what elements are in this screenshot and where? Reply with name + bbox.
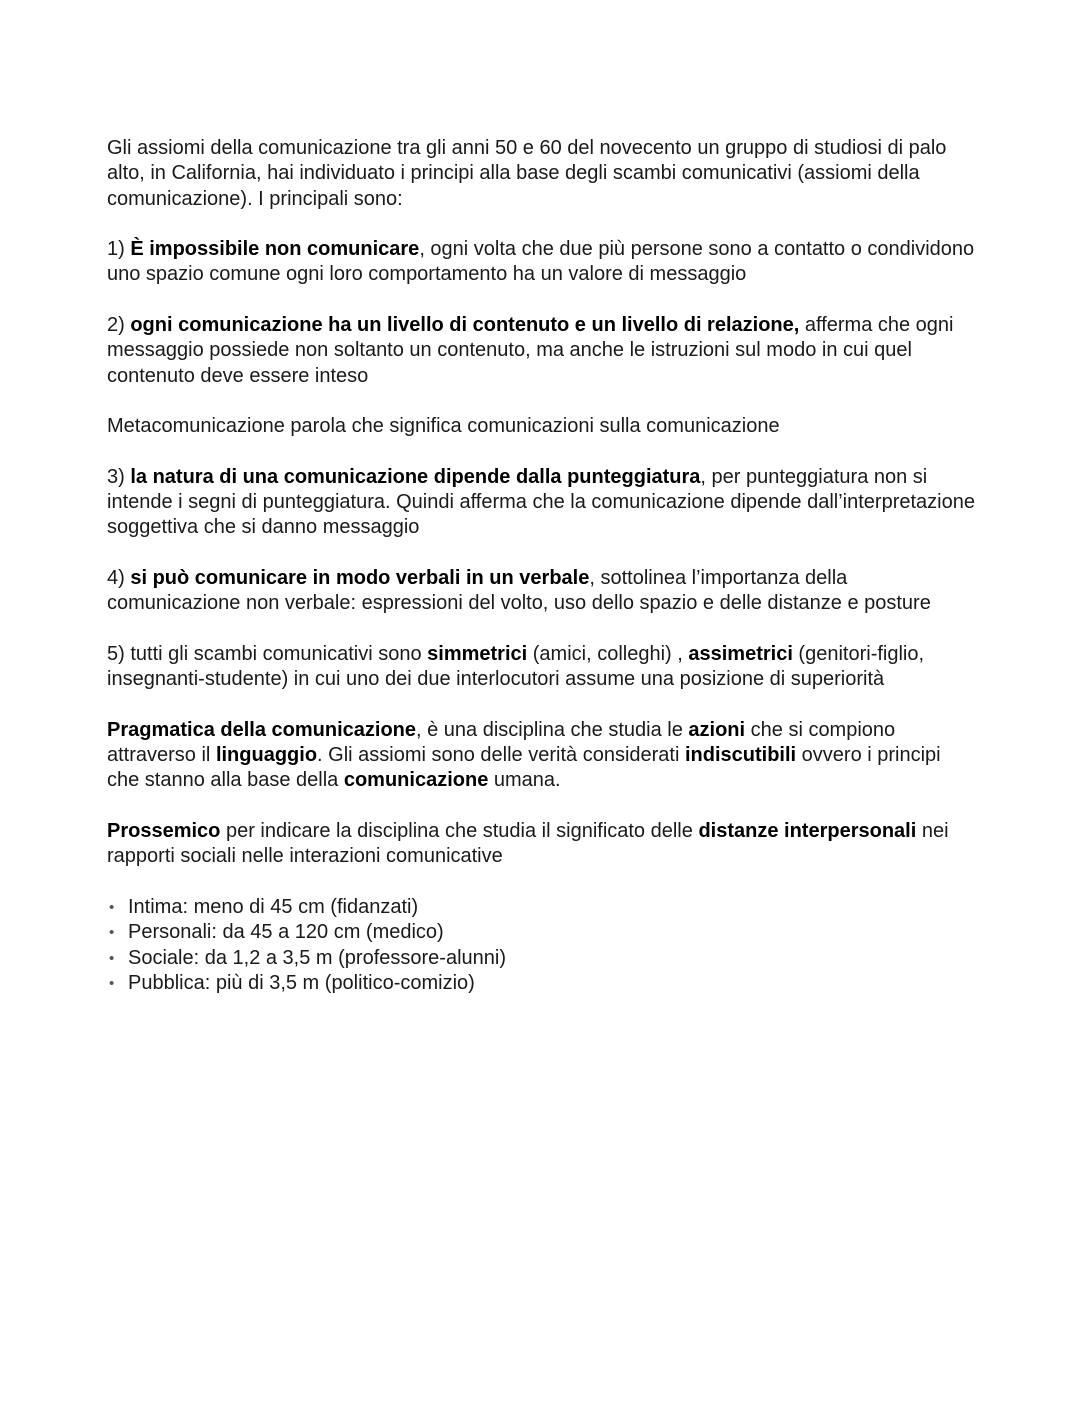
axiom-1-paragraph xyxy=(107,237,977,288)
list-item-text: Intima: meno di 45 cm (fidanzati) xyxy=(128,895,419,918)
pragmatics-text-4: ovvero i principi che stanno alla base della xyxy=(107,744,941,792)
pragmatics-text-3: . Gli assiomi sono delle verità considerati xyxy=(317,744,685,767)
axiom-5-text-2: (amici, colleghi) , xyxy=(527,642,689,665)
pragmatics-actions: azioni xyxy=(688,718,746,741)
document-page xyxy=(107,136,977,996)
pragmatics-paragraph xyxy=(107,718,977,794)
metacommunication-text: Metacomunicazione parola che significa comunicazioni sulla comunicazione xyxy=(107,415,780,438)
pragmatics-communication: comunicazione xyxy=(343,769,489,792)
pragmatics-text-1: , è una disciplina che studia le xyxy=(416,718,689,741)
axiom-1-text: , ogni volta che due più persone sono a contatto o condividono uno spazio comune ogni loro comportamento ha un valore di messaggio xyxy=(107,238,975,286)
axiom-5-text-3: (genitori-figlio, insegnanti-studente) in cui uno dei due interlocutori assume una posizione di superiorità xyxy=(107,642,925,691)
axiom-1-title: È impossibile non comunicare xyxy=(130,238,420,261)
pragmatics-term: Pragmatica della comunicazione xyxy=(107,718,416,741)
axiom-4-title: si può comunicare in modo verbali in un verbale xyxy=(130,567,590,590)
list-item-text: Pubblica: più di 3,5 m (politico-comizio) xyxy=(128,971,475,994)
intro-text: Gli assiomi della comunicazione tra gli anni 50 e 60 del novecento un gruppo di studiosi di palo alto, in California, hai individuato i principi alla base degli scambi comunicativi (assiomi della comunicazione). I principali sono: xyxy=(107,137,947,210)
proxemics-text-2: nei rapporti sociali nelle interazioni comunicative xyxy=(107,820,949,868)
axiom-3-number: 3) xyxy=(107,465,131,488)
axiom-3-text: , per punteggiatura non si intende i segni di punteggiatura. Quindi afferma che la comunicazione dipende dall’interpretazione soggettiva che si danno messaggio xyxy=(107,465,975,539)
list-item-public xyxy=(107,971,977,996)
bullet-icon: • xyxy=(109,924,115,942)
axiom-2-paragraph xyxy=(107,313,977,389)
list-item-text: Personali: da 45 a 120 cm (medico) xyxy=(128,921,444,944)
axiom-5-asymmetric: assimetrici xyxy=(688,642,793,665)
axiom-4-paragraph xyxy=(107,566,977,617)
axiom-5-text-1: 5) tutti gli scambi comunicativi sono xyxy=(107,642,428,665)
list-item-intimate xyxy=(107,895,977,920)
intro-paragraph xyxy=(107,136,977,212)
axiom-2-number: 2) xyxy=(107,314,131,337)
bullet-icon: • xyxy=(109,898,115,916)
axiom-2-title: ogni comunicazione ha un livello di contenuto e un livello di relazione, xyxy=(130,314,800,337)
list-item-social xyxy=(107,946,977,971)
list-item-text: Sociale: da 1,2 a 3,5 m (professore-alunni) xyxy=(128,946,506,969)
proxemics-paragraph xyxy=(107,819,977,870)
axiom-3-title: la natura di una comunicazione dipende dalla punteggiatura xyxy=(130,465,701,488)
metacommunication-paragraph xyxy=(107,414,977,439)
pragmatics-indisputable: indiscutibili xyxy=(684,744,797,767)
axiom-2-text: afferma che ogni messaggio possiede non soltanto un contenuto, ma anche le istruzioni sul modo in cui quel contenuto deve essere inteso xyxy=(107,314,954,387)
list-item-personal xyxy=(107,920,977,945)
proxemics-distances: distanze interpersonali xyxy=(698,820,917,843)
axiom-4-text: , sottolinea l’importanza della comunicazione non verbale: espressioni del volto, uso dello spazio e delle distanze e posture xyxy=(107,567,931,615)
proxemics-text-1: per indicare la disciplina che studia il significato delle xyxy=(220,820,699,843)
bullet-icon: • xyxy=(109,974,115,992)
proxemics-term: Prossemico xyxy=(107,820,221,843)
bullet-icon: • xyxy=(109,949,115,967)
axiom-1-number: 1) xyxy=(107,238,131,261)
distances-list xyxy=(107,895,977,996)
pragmatics-text-2: che si compiono attraverso il xyxy=(107,718,896,767)
axiom-5-paragraph xyxy=(107,642,977,693)
axiom-4-number: 4) xyxy=(107,567,131,590)
axiom-5-symmetric: simmetrici xyxy=(427,642,528,665)
axiom-3-paragraph xyxy=(107,465,977,541)
pragmatics-language: linguaggio xyxy=(215,744,318,767)
pragmatics-text-5: umana. xyxy=(488,769,561,792)
